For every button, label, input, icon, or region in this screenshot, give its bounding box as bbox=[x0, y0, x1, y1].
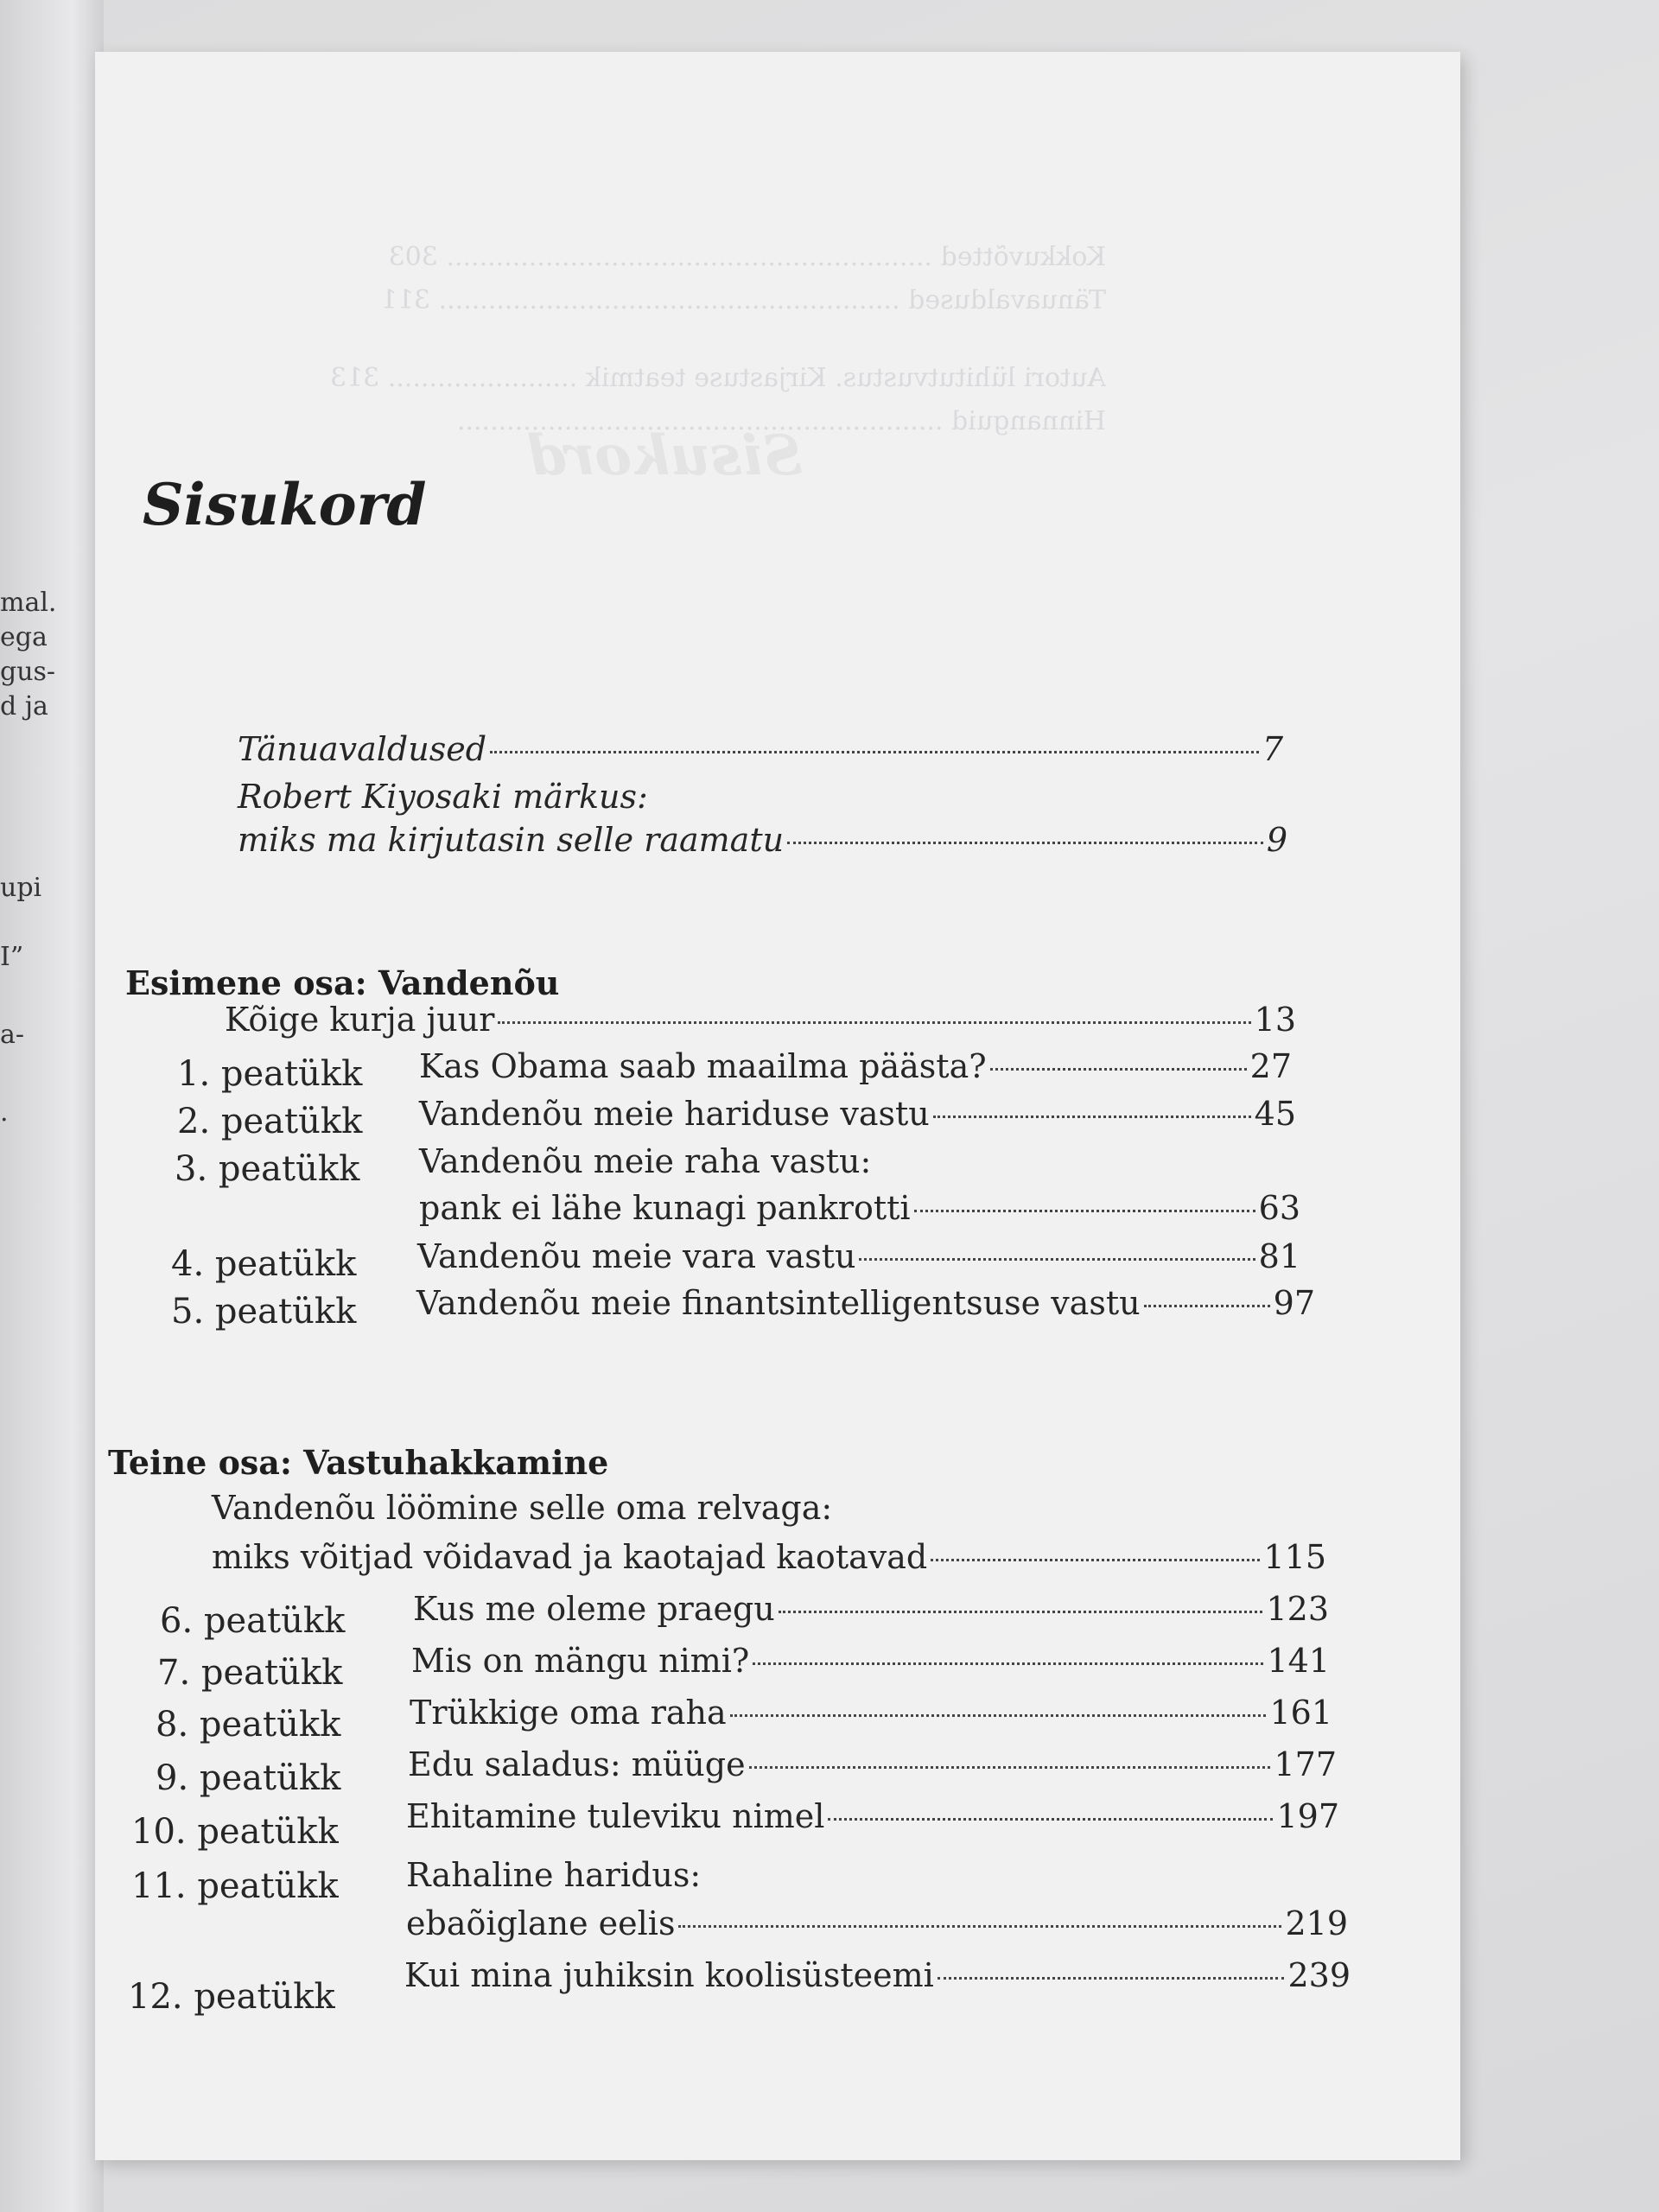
page-title: Sisukord bbox=[143, 471, 427, 538]
toc-entry-label: miks võitjad võidavad ja kaotajad kaotavad bbox=[212, 1538, 928, 1576]
toc-page-number: 63 bbox=[1258, 1189, 1300, 1227]
toc-entry-line: Rahaline haridus: bbox=[406, 1856, 702, 1894]
part-heading: Esimene osa: Vandenõu bbox=[125, 963, 560, 1002]
toc-entry-chapter-8 bbox=[410, 1694, 1332, 1732]
toc-entry-line: Robert Kiyosaki märkus: bbox=[238, 778, 648, 816]
show-through-text: Autori lühitutvustus. Kirjastuse teatmik ....................... 313 bbox=[330, 363, 1106, 393]
toc-page-number: 141 bbox=[1267, 1642, 1330, 1680]
toc-page-number: 219 bbox=[1285, 1904, 1348, 1942]
chapter-number: 6. peatükk bbox=[160, 1601, 346, 1641]
chapter-number: 8. peatükk bbox=[156, 1705, 341, 1745]
show-through-heading: Sisukord bbox=[527, 423, 803, 488]
left-page-fragment: ega bbox=[0, 622, 48, 652]
chapter-number: 7. peatükk bbox=[157, 1653, 343, 1693]
leader-dots bbox=[859, 1258, 1255, 1261]
toc-entry-label: miks ma kirjutasin selle raamatu bbox=[238, 821, 785, 859]
toc-page-number: 7 bbox=[1262, 730, 1283, 768]
toc-entry-chapter-9 bbox=[408, 1745, 1337, 1783]
toc-page-number: 13 bbox=[1254, 1001, 1296, 1039]
toc-entry-line: Vandenõu meie raha vastu: bbox=[419, 1142, 872, 1180]
chapter-number: 3. peatükk bbox=[175, 1149, 360, 1189]
toc-page-number: 27 bbox=[1249, 1047, 1292, 1085]
leader-dots bbox=[914, 1210, 1255, 1212]
left-page-fragment: I” bbox=[0, 942, 24, 972]
toc-entry-chapter-4 bbox=[417, 1237, 1300, 1275]
book-page bbox=[95, 52, 1460, 2160]
toc-entry-label: Kus me oleme praegu bbox=[413, 1590, 775, 1628]
toc-entry-label: Edu saladus: müüge bbox=[408, 1745, 746, 1783]
leader-dots bbox=[749, 1766, 1271, 1769]
toc-entry-label: Vandenõu meie finantsintelligentsuse vastu bbox=[416, 1284, 1141, 1322]
toc-page-number: 123 bbox=[1266, 1590, 1329, 1628]
toc-page-number: 9 bbox=[1266, 821, 1287, 859]
leader-dots bbox=[678, 1925, 1281, 1928]
chapter-number: 2. peatükk bbox=[177, 1102, 363, 1141]
toc-entry-chapter-10 bbox=[406, 1797, 1339, 1835]
toc-entry-label: Mis on mängu nimi? bbox=[411, 1642, 750, 1680]
leader-dots bbox=[779, 1611, 1263, 1613]
toc-entry-label: Trükkige oma raha bbox=[410, 1694, 727, 1732]
toc-page-number: 97 bbox=[1273, 1284, 1315, 1322]
toc-entry-label: pank ei lähe kunagi pankrotti bbox=[419, 1189, 911, 1227]
chapter-number: 10. peatükk bbox=[131, 1812, 339, 1852]
leader-dots bbox=[498, 1021, 1250, 1024]
left-page-fragment: gus- bbox=[0, 657, 56, 687]
leader-dots bbox=[828, 1818, 1273, 1821]
toc-page-number: 197 bbox=[1276, 1797, 1339, 1835]
toc-page-number: 45 bbox=[1254, 1095, 1296, 1133]
chapter-number: 5. peatükk bbox=[171, 1292, 357, 1332]
toc-entry-part2-prologue bbox=[212, 1538, 1326, 1576]
chapter-number: 1. peatükk bbox=[177, 1054, 363, 1094]
leader-dots bbox=[990, 1068, 1247, 1071]
toc-page-number: 161 bbox=[1269, 1694, 1332, 1732]
toc-entry-acknowledgements bbox=[238, 730, 1283, 768]
left-page-fragment: a- bbox=[0, 1020, 25, 1050]
toc-entry-label: Ehitamine tuleviku nimel bbox=[406, 1797, 825, 1835]
toc-entry-chapter-5 bbox=[416, 1284, 1315, 1322]
left-page-fragment: mal. bbox=[0, 588, 57, 618]
toc-page-number: 115 bbox=[1263, 1538, 1326, 1576]
toc-entry-label: Kõige kurja juur bbox=[225, 1001, 495, 1039]
chapter-number: 12. peatükk bbox=[128, 1977, 335, 2017]
toc-entry-chapter-1 bbox=[419, 1047, 1292, 1085]
toc-entry-label: Kui mina juhiksin koolisüsteemi bbox=[404, 1956, 934, 1994]
toc-entry-label: Vandenõu meie hariduse vastu bbox=[419, 1095, 930, 1133]
toc-entry-label: ebaõiglane eelis bbox=[406, 1904, 676, 1942]
toc-entry-part1-prologue bbox=[225, 1001, 1296, 1039]
toc-page-number: 81 bbox=[1258, 1237, 1300, 1275]
leader-dots bbox=[787, 842, 1263, 844]
left-page-fragment: . bbox=[0, 1097, 9, 1128]
show-through-text: Hinnanguid ........................................................... bbox=[456, 406, 1106, 436]
toc-entry-chapter-6 bbox=[413, 1590, 1329, 1628]
leader-dots bbox=[931, 1559, 1260, 1561]
chapter-number: 4. peatükk bbox=[171, 1244, 357, 1284]
leader-dots bbox=[1144, 1305, 1270, 1307]
toc-entry-label: Kas Obama saab maailma päästa? bbox=[419, 1047, 987, 1085]
toc-entry-line: Vandenõu löömine selle oma relvaga: bbox=[212, 1489, 833, 1527]
part-heading: Teine osa: Vastuhakkamine bbox=[108, 1443, 609, 1482]
toc-entry-chapter-11 bbox=[406, 1904, 1348, 1942]
toc-entry-author-note bbox=[238, 821, 1287, 859]
leader-dots bbox=[490, 751, 1259, 753]
left-page-edge bbox=[0, 0, 104, 2212]
leader-dots bbox=[753, 1662, 1263, 1665]
show-through-text: Tänuavaldused ........................................................ 311 bbox=[380, 285, 1106, 315]
leader-dots bbox=[730, 1714, 1267, 1717]
toc-entry-chapter-12 bbox=[404, 1956, 1351, 1994]
chapter-number: 11. peatükk bbox=[131, 1866, 339, 1906]
left-page-fragment: d ja bbox=[0, 691, 48, 721]
leader-dots bbox=[933, 1116, 1251, 1118]
show-through-text: Kokkuvõtted ........................................................... 303 bbox=[388, 242, 1106, 272]
toc-page-number: 239 bbox=[1287, 1956, 1351, 1994]
left-page-fragment: upi bbox=[0, 873, 42, 903]
toc-page-number: 177 bbox=[1274, 1745, 1337, 1783]
toc-entry-chapter-2 bbox=[419, 1095, 1296, 1133]
toc-entry-label: Vandenõu meie vara vastu bbox=[417, 1237, 856, 1275]
toc-entry-chapter-7 bbox=[411, 1642, 1330, 1680]
chapter-number: 9. peatükk bbox=[156, 1758, 341, 1798]
toc-entry-chapter-3 bbox=[419, 1189, 1300, 1227]
toc-entry-label: Tänuavaldused bbox=[238, 730, 487, 768]
leader-dots bbox=[938, 1977, 1285, 1980]
